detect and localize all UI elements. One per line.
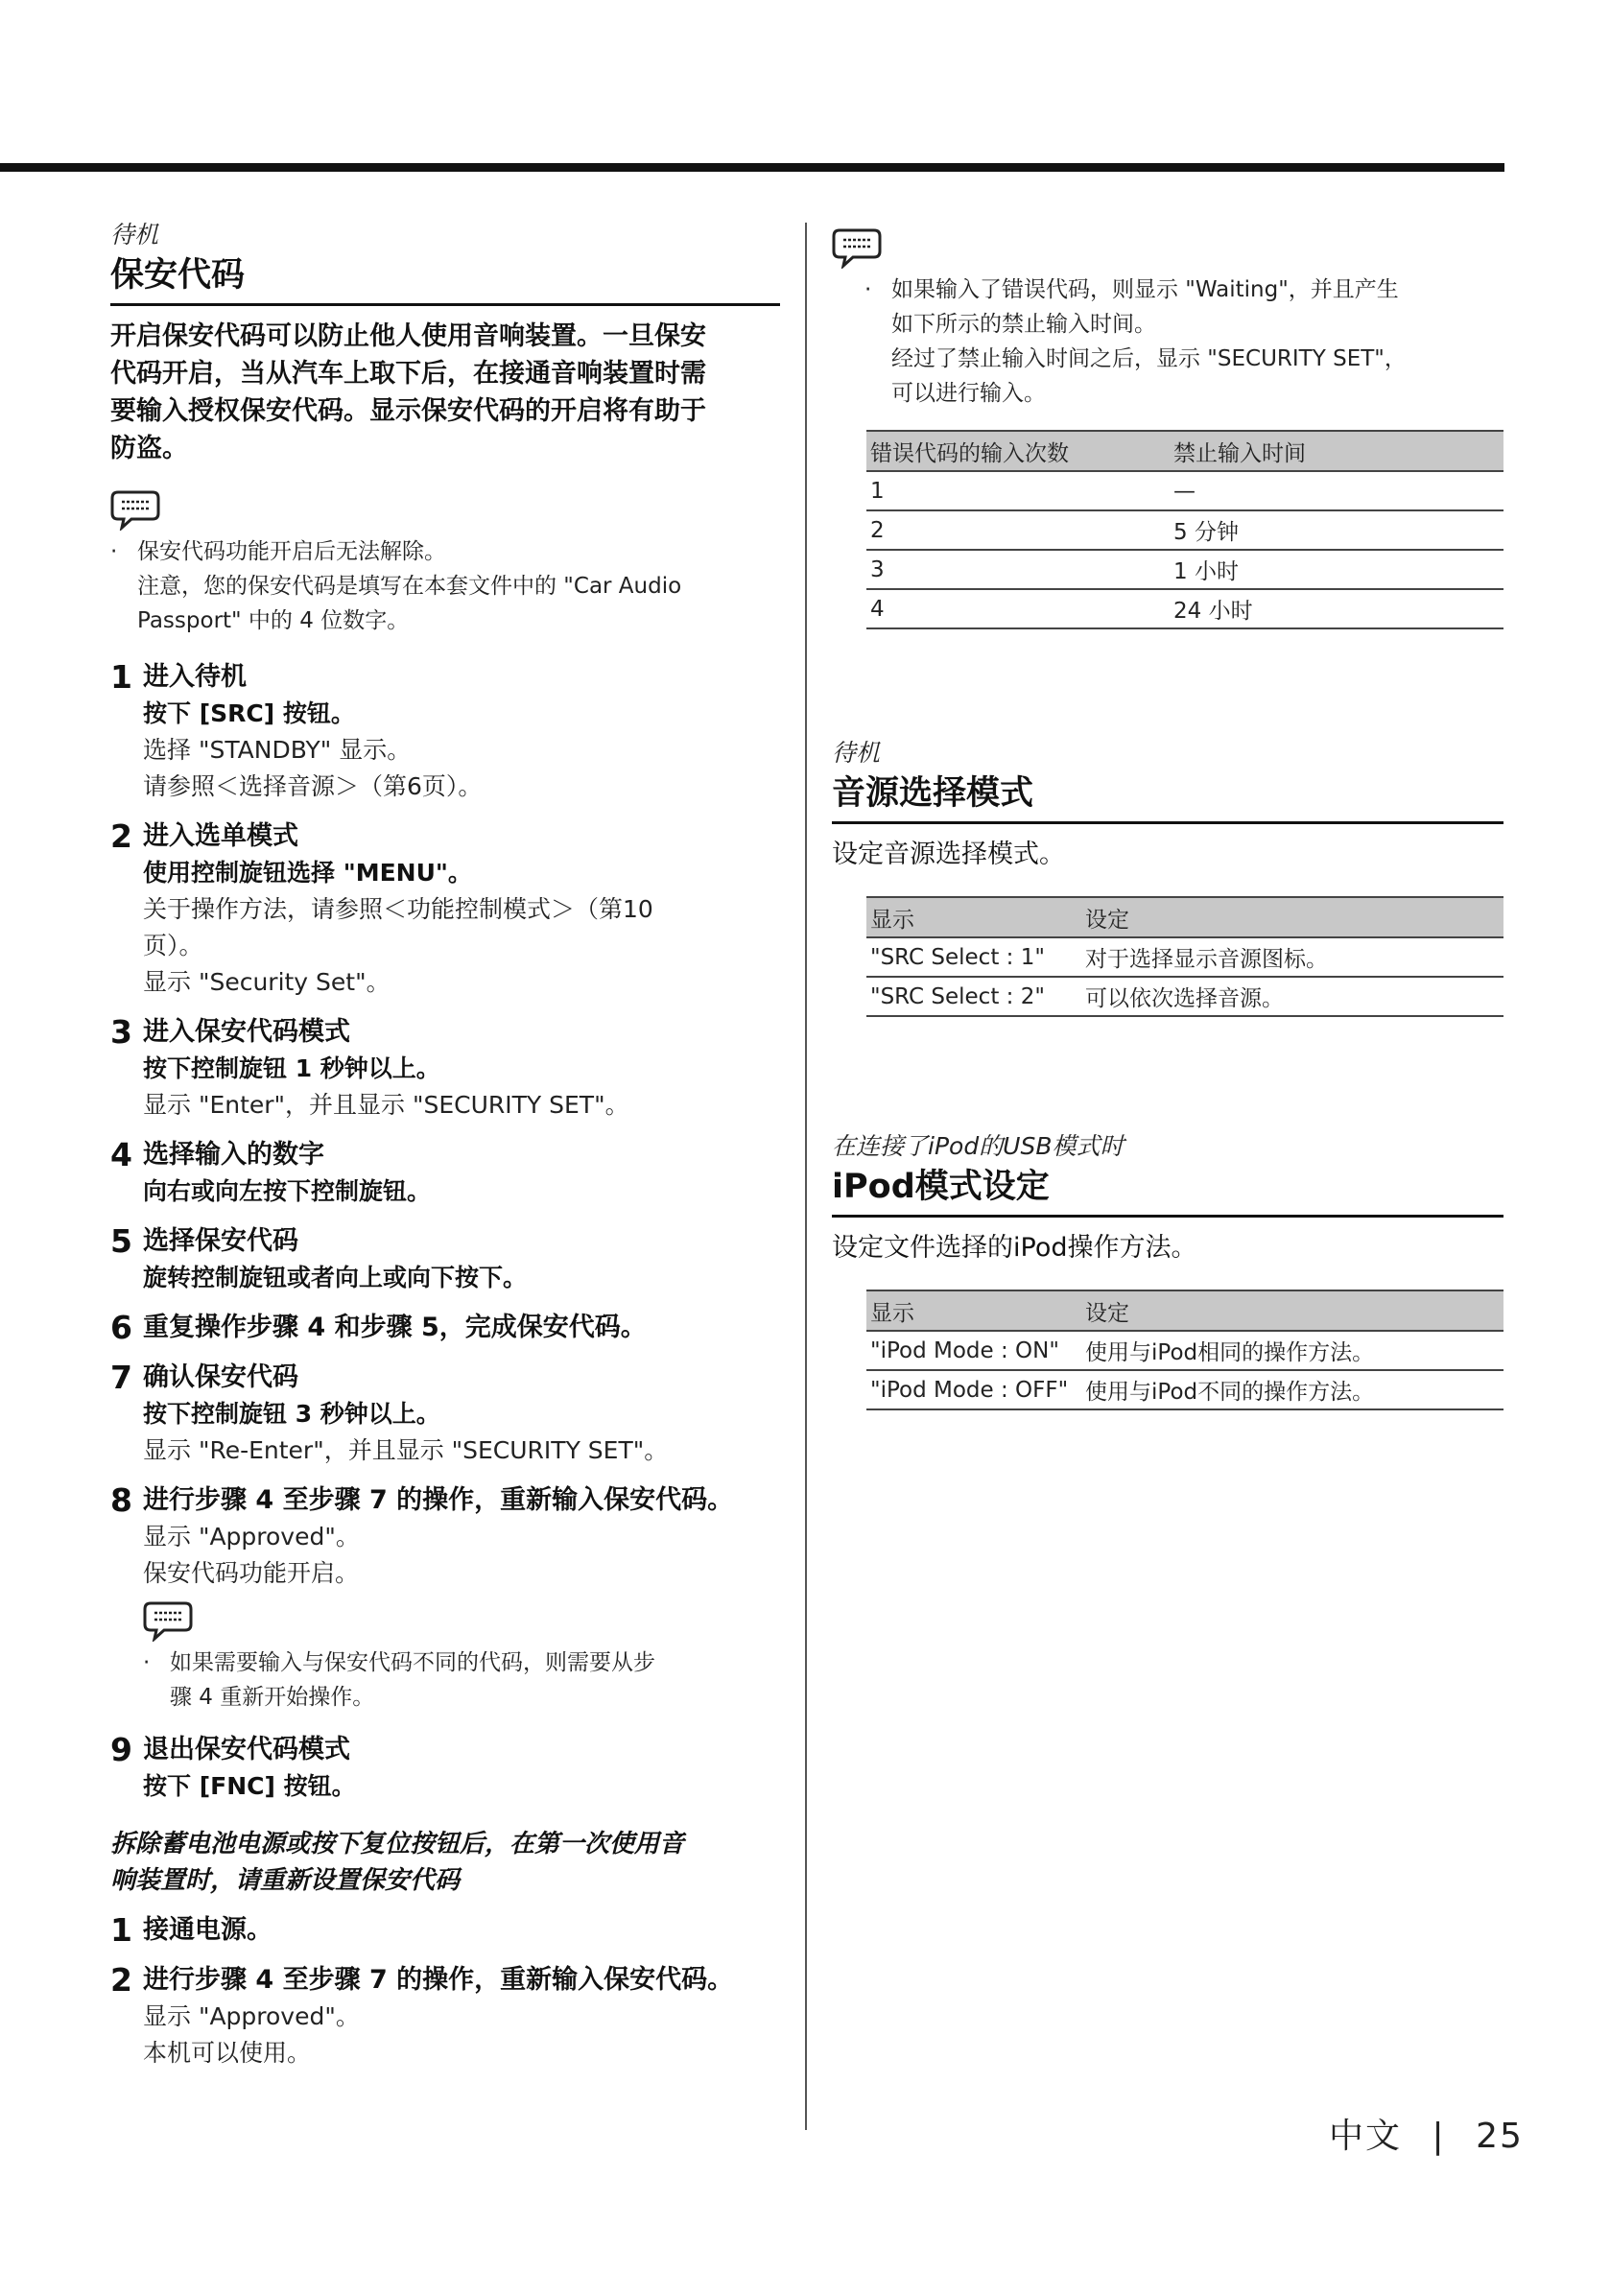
step-title: 接通电源。	[143, 1915, 272, 1945]
step-line: 关于操作方法，请参照＜功能控制模式＞（第10	[143, 895, 653, 923]
step-number: 8	[110, 1481, 132, 1519]
intro-line: 要输入授权保安代码。显示保安代码的开启将有助于	[110, 396, 706, 426]
step-title: 进入待机	[143, 662, 247, 692]
table-cell: 使用与iPod不同的操作方法。	[1081, 1370, 1503, 1409]
note-icon	[110, 488, 160, 531]
table-cell: 4	[866, 589, 1170, 628]
footer-separator: |	[1432, 2117, 1446, 2156]
step-number: 2	[110, 817, 132, 855]
table-cell: 可以依次选择音源。	[1081, 977, 1503, 1016]
step-line: 显示 "Enter"，并且显示 "SECURITY SET"。	[143, 1091, 629, 1119]
step-number: 6	[110, 1309, 132, 1346]
step-title: 进入保安代码模式	[143, 1017, 350, 1047]
step-title: 选择保安代码	[143, 1226, 298, 1256]
step-4	[110, 1137, 780, 1210]
table-row	[866, 589, 1503, 628]
table-row	[866, 937, 1503, 977]
source-select-table	[866, 896, 1503, 1017]
step-number: 1	[110, 1911, 132, 1949]
step-line: 使用控制旋钮选择 "MENU"。	[143, 859, 472, 887]
reset-heading	[110, 1826, 780, 1899]
step-line: 按下 [SRC] 按钮。	[143, 699, 355, 727]
step-line: 按下控制旋钮 1 秒钟以上。	[143, 1054, 440, 1082]
intro-line: 代码开启，当从汽车上取下后，在接通音响装置时需	[110, 359, 706, 389]
section-title-source-select: 音源选择模式	[832, 769, 1503, 824]
table-header-row	[866, 897, 1503, 937]
table-cell: "SRC Select : 2"	[866, 977, 1081, 1016]
table-cell: 3	[866, 550, 1170, 589]
step-7	[110, 1360, 780, 1469]
section-intro: 设定音源选择模式。	[832, 840, 1065, 869]
note-bullet: ·	[143, 1650, 151, 1675]
table-row	[866, 1331, 1503, 1370]
step-line: 向右或向左按下控制旋钮。	[143, 1177, 432, 1205]
step-number: 5	[110, 1222, 132, 1260]
section-title-security-code: 保安代码	[110, 251, 780, 306]
section-kicker: 待机	[110, 221, 159, 249]
step-title: 选择输入的数字	[143, 1140, 324, 1170]
note-line: 经过了禁止输入时间之后，显示 "SECURITY SET"，	[891, 346, 1407, 371]
step-number: 9	[110, 1731, 132, 1768]
note-line: Passport" 中的 4 位数字。	[137, 608, 410, 633]
step-title: 进行步骤 4 至步骤 7 的操作，重新输入保安代码。	[143, 1485, 734, 1515]
step-line: 显示 "Re-Enter"，并且显示 "SECURITY SET"。	[143, 1436, 669, 1464]
step-title: 确认保安代码	[143, 1362, 298, 1392]
section-kicker: 在连接了iPod的USB模式时	[832, 1132, 1125, 1160]
table-cell: —	[1170, 471, 1503, 510]
table-header-cell: 禁止输入时间	[1170, 431, 1503, 471]
table-cell: 使用与iPod相同的操作方法。	[1081, 1331, 1503, 1370]
table-cell: 1 小时	[1170, 550, 1503, 589]
footer-language: 中文	[1329, 2117, 1403, 2156]
table-row	[866, 510, 1503, 550]
intro-line: 防盗。	[110, 434, 188, 463]
step-8-note	[143, 1599, 780, 1715]
note-line: 如下所示的禁止输入时间。	[891, 312, 1156, 337]
table-cell: "iPod Mode : ON"	[866, 1331, 1081, 1370]
step-line: 页）。	[143, 932, 203, 959]
note-line: 骤 4 重新开始操作。	[170, 1685, 375, 1710]
step-line: 请参照＜选择音源＞（第6页）。	[143, 772, 483, 800]
note-icon	[832, 226, 882, 269]
step-6	[110, 1310, 780, 1346]
note-line: 可以进行输入。	[891, 381, 1046, 406]
table-header-cell: 设定	[1081, 897, 1503, 937]
step-line: 按下 [FNC] 按钮。	[143, 1772, 356, 1800]
table-header-cell: 设定	[1081, 1290, 1503, 1331]
right-column	[832, 219, 1503, 1410]
source-select-section	[832, 737, 1503, 1017]
section-kicker: 待机	[832, 739, 881, 767]
step-9	[110, 1732, 780, 1805]
top-rule	[0, 163, 1504, 172]
step-2	[110, 818, 780, 1001]
step-line: 显示 "Approved"。	[143, 2002, 360, 2030]
step-line: 显示 "Approved"。	[143, 1523, 360, 1550]
step-title: 退出保安代码模式	[143, 1735, 350, 1764]
table-header-cell: 显示	[866, 897, 1081, 937]
step-line: 旋转控制旋钮或者向上或向下按下。	[143, 1264, 528, 1291]
step-line: 选择 "STANDBY" 显示。	[143, 736, 412, 764]
note-line: 如果输入了错误代码，则显示 "Waiting"，并且产生	[891, 277, 1399, 302]
column-divider	[805, 223, 807, 2130]
intro-paragraph	[110, 318, 780, 467]
reset-heading-line: 响装置时，请重新设置保安代码	[110, 1866, 461, 1895]
table-header-row	[866, 1290, 1503, 1331]
note-wrong-code	[864, 272, 1503, 411]
step-number: 3	[110, 1013, 132, 1051]
table-cell: "iPod Mode : OFF"	[866, 1370, 1081, 1409]
step-number: 4	[110, 1136, 132, 1173]
table-row	[866, 977, 1503, 1016]
step-title: 重复操作步骤 4 和步骤 5，完成保安代码。	[143, 1313, 647, 1342]
table-cell: "SRC Select : 1"	[866, 937, 1081, 977]
reset-heading-line: 拆除蓄电池电源或按下复位按钮后，在第一次使用音	[110, 1830, 685, 1858]
table-row	[866, 471, 1503, 510]
table-row	[866, 550, 1503, 589]
note-icon	[143, 1599, 193, 1642]
step-number: 7	[110, 1359, 132, 1396]
table-header-cell: 错误代码的输入次数	[866, 431, 1170, 471]
note-line: 如果需要输入与保安代码不同的代码，则需要从步	[170, 1650, 655, 1675]
step-3	[110, 1014, 780, 1124]
step-title: 进入选单模式	[143, 821, 298, 851]
ipod-mode-section	[832, 1130, 1503, 1410]
section-title-ipod-mode: iPod模式设定	[832, 1163, 1503, 1218]
table-header-cell: 显示	[866, 1290, 1081, 1331]
note-bullet: ·	[864, 277, 872, 302]
step-1	[110, 659, 780, 805]
left-column	[110, 219, 780, 2071]
note-step-8	[143, 1645, 780, 1715]
table-header-row	[866, 431, 1503, 471]
reset-step-2	[110, 1962, 780, 2071]
step-number: 1	[110, 658, 132, 696]
note-bullet: ·	[110, 539, 118, 564]
table-cell: 24 小时	[1170, 589, 1503, 628]
note-line: 保安代码功能开启后无法解除。	[137, 539, 446, 564]
reset-step-1	[110, 1912, 780, 1949]
table-cell: 5 分钟	[1170, 510, 1503, 550]
step-number: 2	[110, 1961, 132, 1999]
ipod-mode-table	[866, 1290, 1503, 1410]
intro-line: 开启保安代码可以防止他人使用音响装置。一旦保安	[110, 321, 706, 351]
wait-time-table	[866, 430, 1503, 629]
step-line: 按下控制旋钮 3 秒钟以上。	[143, 1400, 440, 1428]
step-8	[110, 1482, 780, 1592]
table-cell: 1	[866, 471, 1170, 510]
step-line: 显示 "Security Set"。	[143, 968, 391, 996]
step-title: 进行步骤 4 至步骤 7 的操作，重新输入保安代码。	[143, 1965, 734, 1995]
section-intro: 设定文件选择的iPod操作方法。	[832, 1233, 1197, 1263]
table-cell: 2	[866, 510, 1170, 550]
step-line: 本机可以使用。	[143, 2039, 312, 2067]
note-security-code	[110, 534, 780, 638]
step-5	[110, 1223, 780, 1296]
page-footer	[1329, 2109, 1524, 2158]
page-number: 25	[1476, 2117, 1524, 2156]
note-line: 注意，您的保安代码是填写在本套文件中的 "Car Audio	[137, 574, 682, 599]
step-line: 保安代码功能开启。	[143, 1559, 360, 1587]
table-row	[866, 1370, 1503, 1409]
table-cell: 对于选择显示音源图标。	[1081, 937, 1503, 977]
